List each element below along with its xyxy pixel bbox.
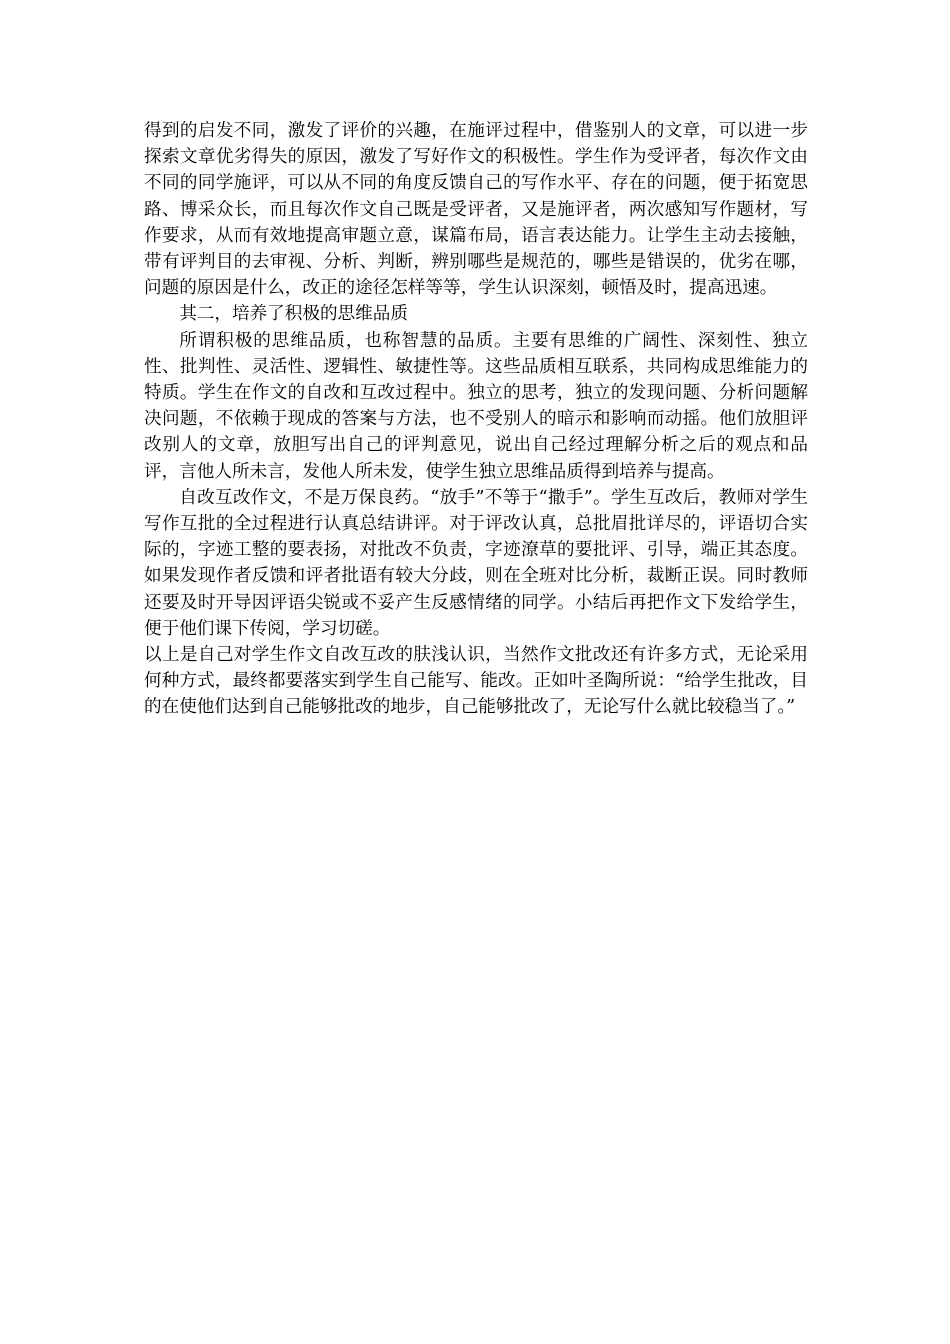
document-page (144, 118, 808, 721)
paragraph-conclusion: 以上是自己对学生作文自改互改的肤浅认识，当然作文批改还有许多方式，无论采用何种方式，最终都要落实到学生自己能写、能改。正如叶圣陶所说：“给学生批改，目的在使他们达到自己能够批改的地步，自己能够批改了，无论写什么就比较稳当了。” (144, 645, 808, 718)
paragraph-continuation: 得到的启发不同，激发了评价的兴趣，在施评过程中，借鉴别人的文章，可以进一步探索文章优劣得失的原因，激发了写好作文的积极性。学生作为受评者，每次作文由不同的同学施评，可以从不同的角度反馈自己的写作水平、存在的问题，便于拓宽思路、博采众长，而且每次作文自己既是受评者，又是施评者，两次感知写作题材，写作要求，从而有效地提高审题立意，谋篇布局，语言表达能力。让学生主动去接触，带有评判目的去审视、分析、判断，辨别哪些是规范的，哪些是错误的，优劣在哪，问题的原因是什么，改正的途径怎样等等，学生认识深刻，顿悟及时，提高迅速。 (144, 121, 808, 299)
section-heading-2: 其二，培养了积极的思维品质 (179, 304, 408, 325)
paragraph-teacher-review: 自改互改作文，不是万保良药。“放手”不等于“撒手”。学生互改后，教师对学生写作互批的全过程进行认真总结讲评。对于评改认真，总批眉批详尽的，评语切合实际的，字迹工整的要表扬，对批改不负责，字迹潦草的要批评、引导，端正其态度。如果发现作者反馈和评者批语有较大分歧，则在全班对比分析，裁断正误。同时教师还要及时开导因评语尖锐或不妥产生反感情绪的同学。小结后再把作文下发给学生，便于他们课下传阅，学习切磋。 (144, 487, 808, 639)
paragraph-thinking-quality: 所谓积极的思维品质，也称智慧的品质。主要有思维的广阔性、深刻性、独立性、批判性、灵活性、逻辑性、敏捷性等。这些品质相互联系，共同构成思维能力的特质。学生在作文的自改和互改过程中。独立的思考，独立的发现问题、分析问题解决问题，不依赖于现成的答案与方法，也不受别人的暗示和影响而动摇。他们放胆评改别人的文章，放胆写出自己的评判意见，说出自己经过理解分析之后的观点和品评，言他人所未言，发他人所未发，使学生独立思维品质得到培养与提高。 (144, 330, 808, 482)
